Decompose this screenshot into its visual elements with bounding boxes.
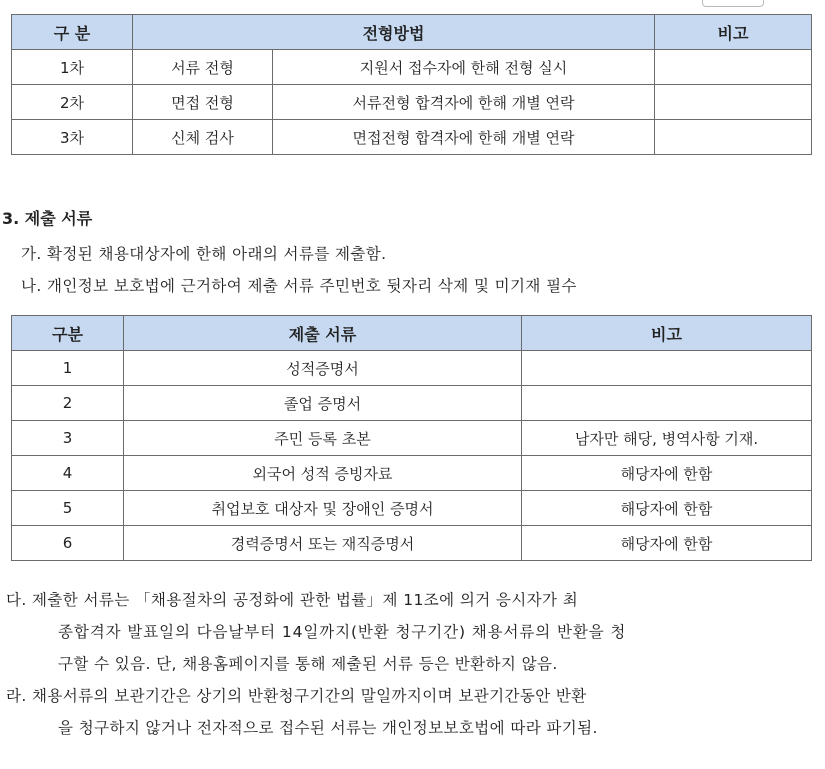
header-remarks: 비고 <box>522 316 812 351</box>
note-ra-line-1: 라. 채용서류의 보관기간은 상기의 반환청구기간의 말일까지이며 보관기간동안 반환 <box>6 687 587 705</box>
selection-method-table <box>11 14 812 155</box>
item-ga: 가. 확정된 채용대상자에 한해 아래의 서류를 제출함. <box>21 245 387 263</box>
type-cell: 면접 전형 <box>133 85 273 120</box>
number-cell: 5 <box>12 491 124 526</box>
remarks-cell: 해당자에 한함 <box>522 456 812 491</box>
remarks-cell: 남자만 해당, 병역사항 기재. <box>522 421 812 456</box>
header-method: 전형방법 <box>133 15 655 50</box>
remarks-cell: 해당자에 한함 <box>522 491 812 526</box>
type-cell: 서류 전형 <box>133 50 273 85</box>
remarks-cell <box>522 351 812 386</box>
remarks-cell <box>655 50 812 85</box>
document-cell: 졸업 증명서 <box>124 386 522 421</box>
number-cell: 3 <box>12 421 124 456</box>
document-cell: 경력증명서 또는 재직증명서 <box>124 526 522 561</box>
table-row <box>12 491 812 526</box>
note-ra-line-2: 을 청구하지 않거나 전자적으로 접수된 서류는 개인정보보호법에 따라 파기됨. <box>58 719 598 737</box>
stage-cell: 1차 <box>12 50 133 85</box>
decorative-box-edge <box>702 0 764 7</box>
table-header-row <box>12 15 812 50</box>
table-row <box>12 386 812 421</box>
type-cell: 신체 검사 <box>133 120 273 155</box>
description-cell: 지원서 접수자에 한해 전형 실시 <box>273 50 655 85</box>
section-title: 3. 제출 서류 <box>2 209 93 228</box>
document-cell: 주민 등록 초본 <box>124 421 522 456</box>
table-row <box>12 120 812 155</box>
table-row <box>12 85 812 120</box>
description-cell: 면접전형 합격자에 한해 개별 연락 <box>273 120 655 155</box>
note-da-line-1: 다. 제출한 서류는 「채용절차의 공정화에 관한 법률」제 11조에 의거 응시자가 최 <box>6 591 579 609</box>
table-row <box>12 456 812 491</box>
number-cell: 6 <box>12 526 124 561</box>
header-documents: 제출 서류 <box>124 316 522 351</box>
remarks-cell <box>655 85 812 120</box>
documents-table <box>11 315 812 561</box>
table-row <box>12 421 812 456</box>
remarks-cell <box>655 120 812 155</box>
description-cell: 서류전형 합격자에 한해 개별 연락 <box>273 85 655 120</box>
note-da-line-3: 구할 수 있음. 단, 채용홈페이지를 통해 제출된 서류 등은 반환하지 않음. <box>58 655 558 673</box>
number-cell: 2 <box>12 386 124 421</box>
item-na: 나. 개인정보 보호법에 근거하여 제출 서류 주민번호 뒷자리 삭제 및 미기재 필수 <box>21 277 577 295</box>
note-da-line-2: 종합격자 발표일의 다음날부터 14일까지(반환 청구기간) 채용서류의 반환을 청 <box>58 623 627 641</box>
header-category: 구 분 <box>12 15 133 50</box>
header-remarks: 비고 <box>655 15 812 50</box>
stage-cell: 3차 <box>12 120 133 155</box>
document-cell: 성적증명서 <box>124 351 522 386</box>
table-row <box>12 351 812 386</box>
number-cell: 4 <box>12 456 124 491</box>
remarks-cell: 해당자에 한함 <box>522 526 812 561</box>
table-row <box>12 526 812 561</box>
remarks-cell <box>522 386 812 421</box>
header-number: 구분 <box>12 316 124 351</box>
document-cell: 취업보호 대상자 및 장애인 증명서 <box>124 491 522 526</box>
table-header-row <box>12 316 812 351</box>
number-cell: 1 <box>12 351 124 386</box>
table-row <box>12 50 812 85</box>
stage-cell: 2차 <box>12 85 133 120</box>
document-cell: 외국어 성적 증빙자료 <box>124 456 522 491</box>
